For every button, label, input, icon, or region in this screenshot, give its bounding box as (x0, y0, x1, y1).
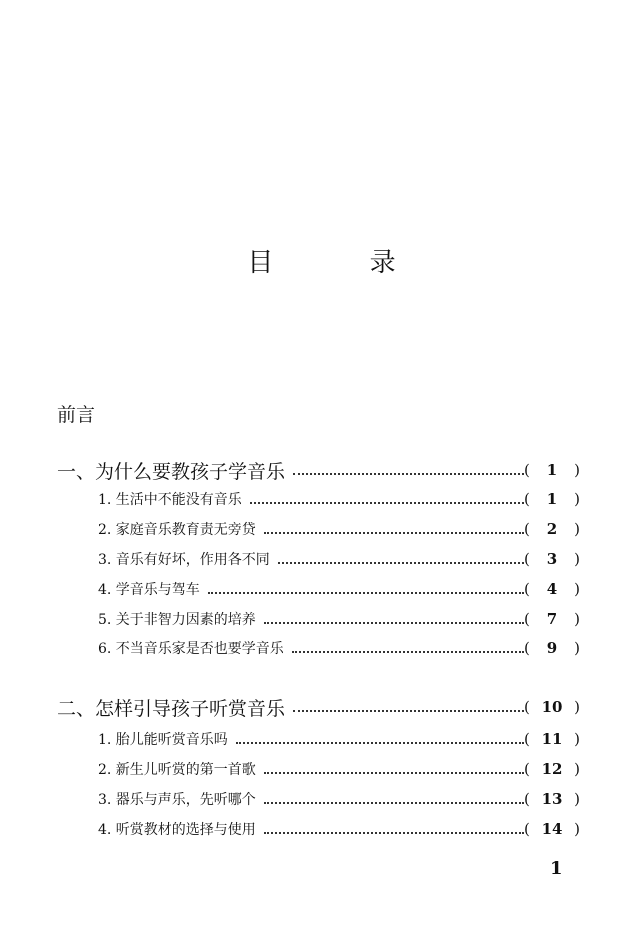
toc-page-number: 4 (546, 580, 558, 598)
close-paren: ) (574, 490, 580, 508)
open-paren: ( (524, 610, 530, 628)
toc-page-ref (524, 461, 580, 479)
open-paren: ( (524, 730, 530, 748)
toc-section-1-4[interactable] (98, 577, 580, 601)
toc-section-1-6[interactable] (98, 636, 580, 660)
toc-section-label: 5. 关于非智力因素的培养 (98, 612, 256, 628)
close-paren: ) (574, 639, 580, 657)
toc-page-number: 14 (541, 820, 563, 838)
toc-section-label: 4. 学音乐与驾车 (98, 582, 200, 598)
toc-page-number: 9 (546, 639, 558, 657)
open-paren: ( (524, 580, 530, 598)
close-paren: ) (574, 610, 580, 628)
toc-section-label: 2. 新生儿听赏的第一首歌 (98, 762, 256, 778)
toc-page-ref (524, 730, 580, 748)
toc-section-2-2[interactable] (98, 757, 580, 781)
close-paren: ) (574, 461, 580, 479)
toc-section-label: 1. 生活中不能没有音乐 (98, 492, 242, 508)
toc-leader-dots (278, 560, 524, 564)
toc-page-number: 13 (541, 790, 563, 808)
close-paren: ) (574, 820, 580, 838)
open-paren: ( (524, 820, 530, 838)
toc-section-2-4[interactable] (98, 817, 580, 841)
close-paren: ) (574, 550, 580, 568)
toc-section-label: 3. 器乐与声乐，先听哪个 (98, 792, 256, 808)
toc-page-ref (524, 580, 580, 598)
toc-chapter-1[interactable] (57, 458, 580, 482)
toc-chapter-2[interactable] (57, 695, 580, 719)
toc-page-ref (524, 490, 580, 508)
toc-section-1-2[interactable] (98, 517, 580, 541)
toc-leader-dots (264, 830, 524, 834)
page-number: 1 (550, 858, 563, 879)
toc-page-number: 12 (541, 760, 563, 778)
toc-section-1-5[interactable] (98, 607, 580, 631)
toc-section-label: 4. 听赏教材的选择与使用 (98, 822, 256, 838)
open-paren: ( (524, 790, 530, 808)
close-paren: ) (574, 760, 580, 778)
toc-leader-dots (208, 590, 524, 594)
open-paren: ( (524, 639, 530, 657)
toc-leader-dots (293, 708, 524, 712)
toc-leader-dots (292, 649, 524, 653)
toc-page-ref (524, 639, 580, 657)
toc-leader-dots (264, 620, 524, 624)
open-paren: ( (524, 461, 530, 479)
toc-section-label: 3. 音乐有好坏，作用各不同 (98, 552, 270, 568)
toc-section-1-1[interactable] (98, 487, 580, 511)
open-paren: ( (524, 490, 530, 508)
toc-page-number: 1 (546, 490, 558, 508)
toc-section-2-3[interactable] (98, 787, 580, 811)
toc-page-ref (524, 820, 580, 838)
toc-page-ref (524, 520, 580, 538)
open-paren: ( (524, 698, 530, 716)
toc-page-number: 3 (546, 550, 558, 568)
toc-section-1-3[interactable] (98, 547, 580, 571)
toc-page-number: 2 (546, 520, 558, 538)
close-paren: ) (574, 520, 580, 538)
toc-page-ref (524, 790, 580, 808)
toc-page-number: 11 (541, 730, 563, 748)
close-paren: ) (574, 698, 580, 716)
close-paren: ) (574, 580, 580, 598)
toc-page-ref (524, 760, 580, 778)
toc-leader-dots (264, 530, 524, 534)
toc-page-number: 1 (546, 461, 558, 479)
preface-entry: 前言 (57, 404, 96, 426)
toc-page-number: 10 (541, 698, 563, 716)
toc-leader-dots (264, 770, 524, 774)
toc-section-2-1[interactable] (98, 727, 580, 751)
toc-page-ref (524, 550, 580, 568)
toc-section-label: 2. 家庭音乐教育责无旁贷 (98, 522, 256, 538)
toc-leader-dots (250, 500, 524, 504)
toc-chapter-label: 二、怎样引导孩子听赏音乐 (57, 697, 286, 720)
open-paren: ( (524, 520, 530, 538)
toc-page-number: 7 (546, 610, 558, 628)
toc-page-ref (524, 610, 580, 628)
toc-section-label: 6. 不当音乐家是否也要学音乐 (98, 641, 284, 657)
toc-leader-dots (264, 800, 524, 804)
close-paren: ) (574, 730, 580, 748)
toc-chapter-label: 一、为什么要教孩子学音乐 (57, 460, 286, 483)
page-title: 目 录 (247, 248, 440, 278)
toc-section-label: 1. 胎儿能听赏音乐吗 (98, 732, 228, 748)
toc-leader-dots (236, 740, 524, 744)
open-paren: ( (524, 550, 530, 568)
toc-page-ref (524, 698, 580, 716)
open-paren: ( (524, 760, 530, 778)
close-paren: ) (574, 790, 580, 808)
toc-leader-dots (293, 471, 524, 475)
